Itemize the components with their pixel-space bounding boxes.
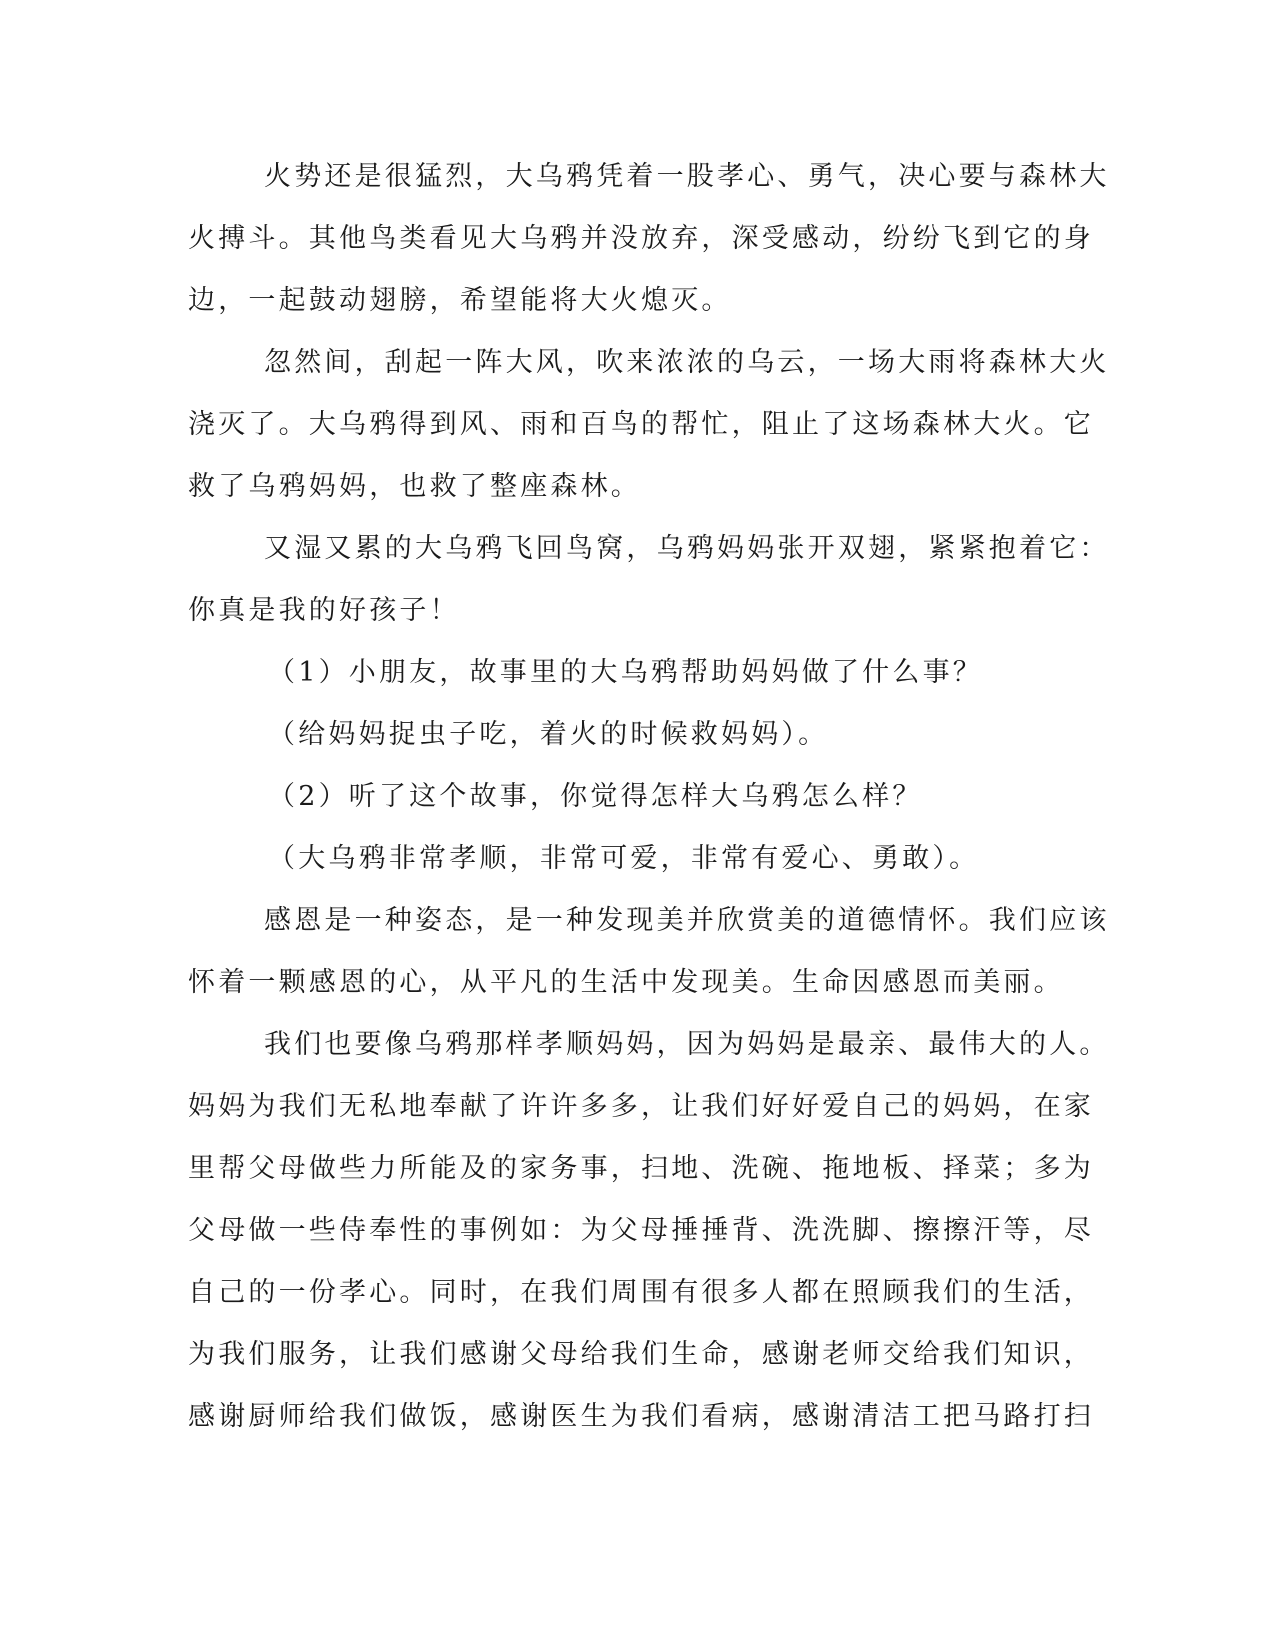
paragraph-2-line-2: 浇灭了。大乌鸦得到风、雨和百鸟的帮忙，阻止了这场森林大火。它 xyxy=(188,409,1094,440)
question-1: （1）小朋友，故事里的大乌鸦帮助妈妈做了什么事？ xyxy=(268,657,983,688)
paragraph-final-line-3: 里帮父母做些力所能及的家务事，扫地、洗碗、拖地板、择菜；多为 xyxy=(188,1153,1094,1184)
paragraph-3-line-2: 你真是我的好孩子！ xyxy=(188,595,460,626)
document-body xyxy=(188,158,1110,1436)
answer-1: （给妈妈捉虫子吃，着火的时候救妈妈）。 xyxy=(268,719,829,750)
paragraph-final-line-7: 感谢厨师给我们做饭，感谢医生为我们看病，感谢清洁工把马路打扫 xyxy=(188,1401,1094,1432)
paragraph-gratitude-line-2: 怀着一颗感恩的心，从平凡的生活中发现美。生命因感恩而美丽。 xyxy=(188,967,1064,998)
paragraph-3-line-1: 又湿又累的大乌鸦飞回鸟窝，乌鸦妈妈张开双翅，紧紧抱着它： xyxy=(264,533,1110,564)
paragraph-final-line-1: 我们也要像乌鸦那样孝顺妈妈，因为妈妈是最亲、最伟大的人。 xyxy=(264,1029,1110,1060)
paragraph-1-line-2: 火搏斗。其他鸟类看见大乌鸦并没放弃，深受感动，纷纷飞到它的身 xyxy=(188,223,1094,254)
paragraph-final-line-2: 妈妈为我们无私地奉献了许许多多，让我们好好爱自己的妈妈，在家 xyxy=(188,1091,1094,1122)
paragraph-2-line-3: 救了乌鸦妈妈，也救了整座森林。 xyxy=(188,471,641,502)
answer-2: （大乌鸦非常孝顺，非常可爱，非常有爱心、勇敢）。 xyxy=(268,843,980,874)
paragraph-final-line-5: 自己的一份孝心。同时，在我们周围有很多人都在照顾我们的生活， xyxy=(188,1277,1094,1308)
paragraph-1-line-1: 火势还是很猛烈，大乌鸦凭着一股孝心、勇气，决心要与森林大 xyxy=(264,161,1110,192)
paragraph-final-line-6: 为我们服务，让我们感谢父母给我们生命，感谢老师交给我们知识， xyxy=(188,1339,1094,1370)
paragraph-gratitude-line-1: 感恩是一种姿态，是一种发现美并欣赏美的道德情怀。我们应该 xyxy=(264,905,1110,936)
paragraph-2-line-1: 忽然间，刮起一阵大风，吹来浓浓的乌云，一场大雨将森林大火 xyxy=(264,347,1110,378)
question-2: （2）听了这个故事，你觉得怎样大乌鸦怎么样？ xyxy=(268,781,923,812)
paragraph-final-line-4: 父母做一些侍奉性的事例如：为父母捶捶背、洗洗脚、擦擦汗等，尽 xyxy=(188,1215,1094,1246)
paragraph-1-line-3: 边，一起鼓动翅膀，希望能将大火熄灭。 xyxy=(188,285,732,316)
